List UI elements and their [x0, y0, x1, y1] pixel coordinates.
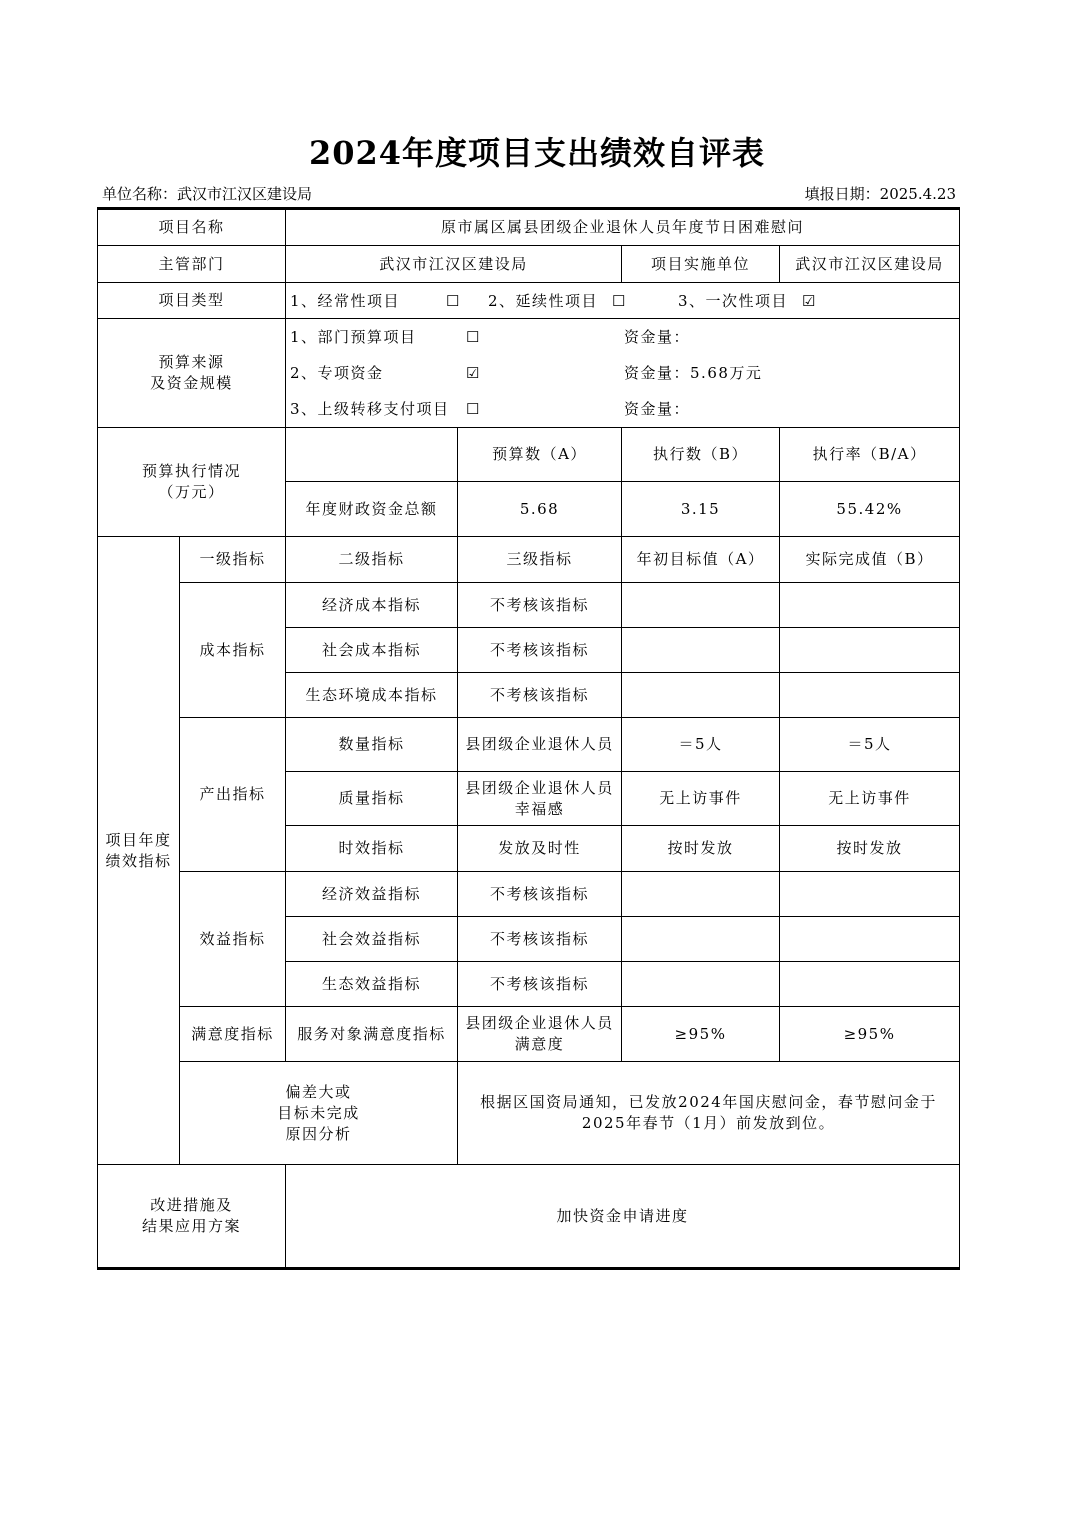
indicator-l3: 不考核该指标	[458, 628, 622, 673]
execution-row-label: 年度财政资金总额	[286, 482, 458, 537]
indicator-header-l2: 二级指标	[286, 537, 458, 583]
deviation-label-line3: 原因分析	[285, 1124, 352, 1143]
indicator-l2: 生态效益指标	[286, 962, 458, 1007]
type-option-1-text: 1、经常性项目	[290, 291, 401, 310]
project-name-label: 项目名称	[98, 209, 286, 246]
execution-header-budget: 预算数（A）	[458, 428, 622, 482]
budget-item-3-text: 3、上级转移支付项目	[290, 400, 450, 418]
indicator-l2: 社会成本指标	[286, 628, 458, 673]
indicator-group-output: 产出指标	[180, 718, 286, 872]
indicator-l2: 数量指标	[286, 718, 458, 772]
department-label: 主管部门	[98, 246, 286, 283]
indicator-l2: 时效指标	[286, 826, 458, 872]
evaluation-form	[97, 207, 960, 1270]
indicator-l3: 县团级企业退休人员幸福感	[458, 772, 622, 826]
indicator-target	[622, 583, 780, 628]
table-row	[98, 583, 960, 628]
indicator-target	[622, 673, 780, 718]
budget-source-row	[98, 319, 960, 428]
execution-budget-value: 5.68	[458, 482, 622, 537]
project-type-row	[98, 283, 960, 319]
improvement-label	[98, 1165, 286, 1269]
table-row	[98, 1007, 960, 1062]
indicator-header-target: 年初目标值（A）	[622, 537, 780, 583]
execution-label-line1: 预算执行情况	[142, 462, 242, 480]
indicator-section-label-line2: 绩效指标	[105, 851, 172, 870]
indicator-actual	[780, 962, 960, 1007]
execution-header-row	[98, 428, 960, 482]
indicator-header-actual: 实际完成值（B）	[780, 537, 960, 583]
indicator-header-l1: 一级指标	[180, 537, 286, 583]
indicator-header-row	[98, 537, 960, 583]
type-option-3-text: 3、一次性项目	[678, 291, 789, 310]
execution-rate-value: 55.42%	[780, 482, 960, 537]
project-type-options	[286, 283, 960, 319]
improvement-label-line1: 改进措施及	[150, 1196, 233, 1214]
department-value: 武汉市江汉区建设局	[286, 246, 622, 283]
indicator-l3: 县团级企业退休人员满意度	[458, 1007, 622, 1062]
indicator-l2: 生态环境成本指标	[286, 673, 458, 718]
indicator-actual: ＝5人	[780, 718, 960, 772]
indicator-target	[622, 872, 780, 917]
budget-item-2-text: 2、专项资金	[290, 364, 384, 382]
type-option-3-checkbox: ☑	[802, 291, 817, 310]
department-row	[98, 246, 960, 283]
indicator-section-label-line1: 项目年度	[105, 830, 172, 849]
budget-item-1-amount: 资金量：	[624, 328, 691, 346]
project-name-value: 原市属区属县团级企业退休人员年度节日困难慰问	[286, 209, 960, 246]
indicator-target	[622, 917, 780, 962]
budget-source-label	[98, 319, 286, 428]
execution-header-rate: 执行率（B/A）	[780, 428, 960, 482]
indicator-l3: 不考核该指标	[458, 962, 622, 1007]
indicator-actual	[780, 872, 960, 917]
deviation-label	[180, 1062, 458, 1165]
indicator-group-benefit: 效益指标	[180, 872, 286, 1007]
indicator-l3: 不考核该指标	[458, 673, 622, 718]
indicator-l2: 质量指标	[286, 772, 458, 826]
type-option-1-checkbox: ☐	[446, 291, 461, 310]
budget-item-1-checkbox: ☐	[466, 328, 481, 346]
indicator-group-cost: 成本指标	[180, 583, 286, 718]
indicator-section-label	[98, 537, 180, 1165]
indicator-l2: 经济效益指标	[286, 872, 458, 917]
indicator-target	[622, 628, 780, 673]
improvement-label-line2: 结果应用方案	[142, 1217, 242, 1235]
execution-label-line2: （万元）	[158, 483, 225, 501]
indicator-actual: 无上访事件	[780, 772, 960, 826]
execution-header-blank	[286, 428, 458, 482]
execution-label	[98, 428, 286, 537]
improvement-row	[98, 1165, 960, 1269]
indicator-l3: 县团级企业退休人员	[458, 718, 622, 772]
indicator-l2: 社会效益指标	[286, 917, 458, 962]
indicator-group-satisfaction: 满意度指标	[180, 1007, 286, 1062]
type-option-2-checkbox: ☐	[612, 291, 627, 310]
indicator-target: 按时发放	[622, 826, 780, 872]
budget-item-2-checkbox: ☑	[466, 364, 481, 382]
unit-name: 单位名称：武汉市江汉区建设局	[102, 185, 313, 203]
type-option-2-text: 2、延续性项目	[488, 291, 599, 310]
budget-source-label-line2: 及资金规模	[150, 374, 233, 392]
budget-source-items	[286, 319, 960, 428]
budget-item-2-amount: 资金量：5.68万元	[624, 364, 763, 382]
indicator-actual	[780, 673, 960, 718]
deviation-label-line1: 偏差大或	[285, 1082, 352, 1101]
indicator-target: 无上访事件	[622, 772, 780, 826]
budget-item-1-text: 1、部门预算项目	[290, 328, 417, 346]
report-date: 填报日期：2025.4.23	[804, 185, 956, 203]
indicator-l3: 发放及时性	[458, 826, 622, 872]
indicator-header-l3: 三级指标	[458, 537, 622, 583]
indicator-actual	[780, 917, 960, 962]
budget-item-3-checkbox: ☐	[466, 400, 481, 418]
project-type-label: 项目类型	[98, 283, 286, 319]
table-row	[98, 718, 960, 772]
indicator-l3: 不考核该指标	[458, 917, 622, 962]
budget-item-3	[286, 391, 959, 427]
indicator-actual: 按时发放	[780, 826, 960, 872]
impl-unit-value: 武汉市江汉区建设局	[780, 246, 960, 283]
budget-item-2	[286, 355, 959, 391]
indicator-target: ＝5人	[622, 718, 780, 772]
execution-header-actual: 执行数（B）	[622, 428, 780, 482]
indicator-actual: ≥95%	[780, 1007, 960, 1062]
indicator-actual	[780, 628, 960, 673]
indicator-l2: 经济成本指标	[286, 583, 458, 628]
indicator-actual	[780, 583, 960, 628]
budget-item-3-amount: 资金量：	[624, 400, 691, 418]
indicator-l3: 不考核该指标	[458, 872, 622, 917]
deviation-label-line2: 目标未完成	[277, 1103, 360, 1122]
project-name-row	[98, 209, 960, 246]
execution-actual-value: 3.15	[622, 482, 780, 537]
deviation-row	[98, 1062, 960, 1165]
indicator-target: ≥95%	[622, 1007, 780, 1062]
indicator-l3: 不考核该指标	[458, 583, 622, 628]
budget-item-1	[286, 319, 959, 355]
table-row	[98, 872, 960, 917]
deviation-text: 根据区国资局通知，已发放2024年国庆慰问金，春节慰问金于2025年春节（1月）前发放到位。	[458, 1062, 960, 1165]
budget-source-label-line1: 预算来源	[158, 353, 225, 371]
improvement-text: 加快资金申请进度	[286, 1165, 960, 1269]
page-title: 2024年度项目支出绩效自评表	[308, 134, 766, 172]
indicator-l2: 服务对象满意度指标	[286, 1007, 458, 1062]
indicator-target	[622, 962, 780, 1007]
impl-unit-label: 项目实施单位	[622, 246, 780, 283]
